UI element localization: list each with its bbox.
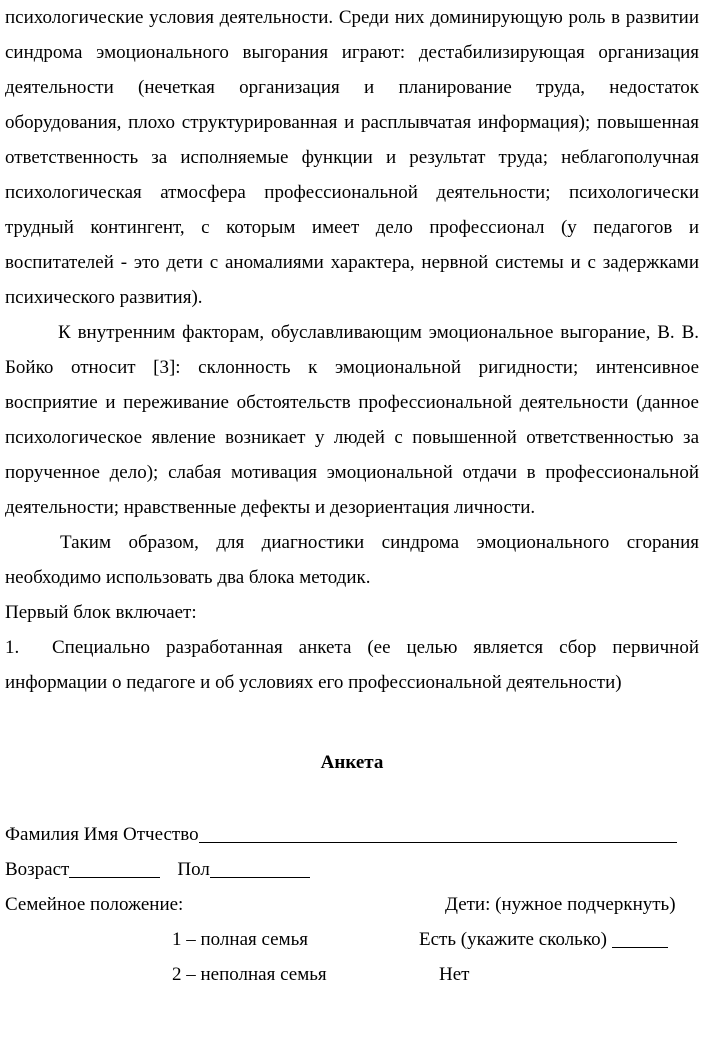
children-option-yes xyxy=(419,922,668,957)
children-option-yes-label[interactable]: Есть (укажите сколько) xyxy=(419,929,607,950)
options-row-2 xyxy=(5,957,699,992)
spacer xyxy=(5,780,699,817)
age-field[interactable] xyxy=(69,856,160,878)
marital-option-single[interactable]: 2 – неполная семья xyxy=(172,964,327,985)
spacer xyxy=(5,700,699,745)
paragraph-3: Таким образом, для диагностики синдрома эмоционального сгорания необходимо использовать два блока методик. xyxy=(5,532,699,588)
age-label: Возраст xyxy=(5,859,70,880)
paragraph-1: психологические условия деятельности. Среди них доминирующую роль в развитии синдрома эмоционального выгорания играют: дестабилизирующая организация деятельности (нечеткая организация и планирование труда, недостаток оборудования, плохо структурированная и расплывчатая информация); повышенная ответственность за исполняемые функции и результат труда; неблагополучная психологическая атмосфера профессиональной деятельности; психологически трудный контингент, с которым имеет дело профессионал (у педагогов и воспитателей - это дети с аномалиями характера, нервной системы и с задержками психического развития). xyxy=(5,7,699,308)
children-count-field[interactable] xyxy=(612,926,668,948)
marital-option-full[interactable]: 1 – полная семья xyxy=(172,929,309,950)
full-name-field[interactable] xyxy=(199,821,677,843)
list-item-text: Специально разработанная анкета (ее целью является сбор первичной информации о педагоге и об условиях его профессиональной деятельности) xyxy=(5,637,699,693)
document-page xyxy=(5,0,699,992)
list-item-1 xyxy=(5,630,699,700)
paragraph-2: К внутренним факторам, обуславливающим эмоциональное выгорание, В. В. Бойко относит [3]: склонность к эмоциональной ригидности; интенсивное восприятие и переживание обстоятельств профессиональной деятельности (данное психологическое явление возникает у людей с повышенной ответственностью за порученное дело); слабая мотивация эмоциональной отдачи в профессиональной деятельности; нравственные дефекты и дезориентация личности. xyxy=(5,322,699,518)
marital-label: Семейное положение: xyxy=(5,894,184,915)
age-sex-row xyxy=(5,852,699,887)
paragraph-4: Первый блок включает: xyxy=(5,602,197,623)
children-option-no[interactable]: Нет xyxy=(439,964,470,985)
full-name-label: Фамилия Имя Отчество xyxy=(5,824,199,845)
children-label: Дети: (нужное подчеркнуть) xyxy=(445,894,676,915)
full-name-row xyxy=(5,817,699,852)
list-item-number: 1. xyxy=(5,637,20,658)
sex-label: Пол xyxy=(177,859,210,880)
sex-field[interactable] xyxy=(210,856,310,878)
form-title: Анкета xyxy=(320,752,384,773)
marital-children-row xyxy=(5,887,699,922)
options-row-1 xyxy=(5,922,699,957)
